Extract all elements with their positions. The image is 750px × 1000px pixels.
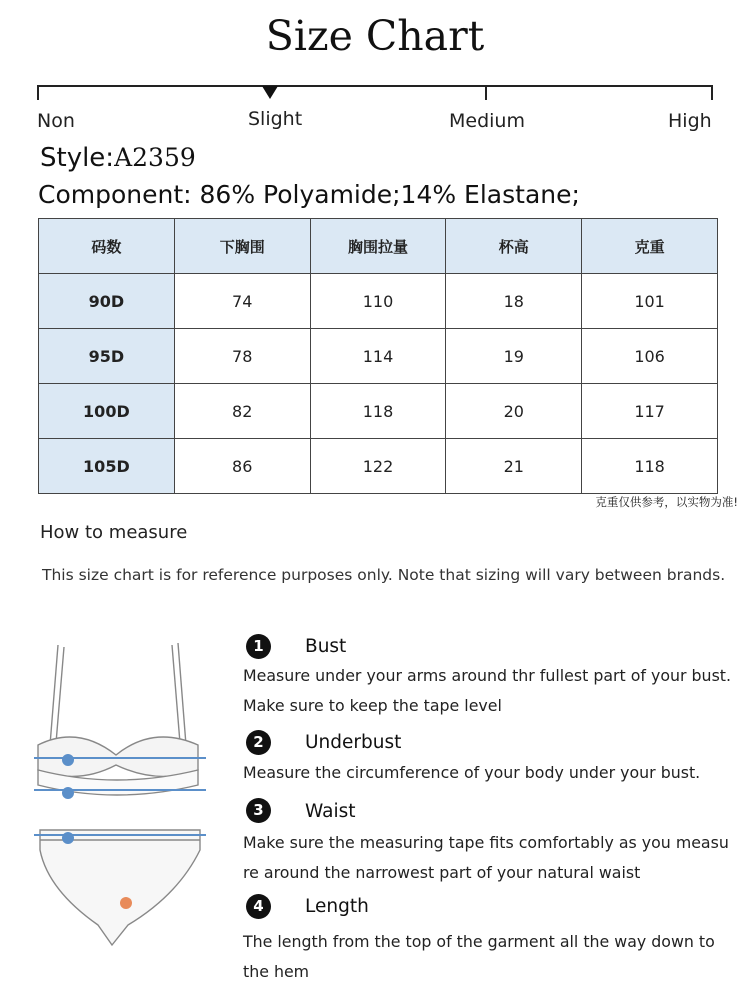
scale-tick xyxy=(711,85,713,100)
step-2-line-1: Measure the circumference of your body under your bust. xyxy=(243,763,701,782)
table-cell: 122 xyxy=(310,439,446,494)
table-cell: 82 xyxy=(174,384,310,439)
component-line: Component: 86% Polyamide;14% Elastane; xyxy=(38,180,580,209)
style-label: Style: xyxy=(40,143,115,173)
step-3-line-2: re around the narrowest part of your natural waist xyxy=(243,863,641,882)
table-cell: 19 xyxy=(446,329,582,384)
table-row xyxy=(39,274,718,329)
step-1-line-1: Measure under your arms around thr fullest part of your bust. xyxy=(243,666,732,685)
table-cell: 20 xyxy=(446,384,582,439)
briefs xyxy=(40,830,200,945)
size-cell: 95D xyxy=(39,329,175,384)
marker-1-icon xyxy=(62,754,74,766)
garment-diagram xyxy=(28,625,218,955)
step-3-line-1: Make sure the measuring tape fits comfortably as you measu xyxy=(243,833,729,852)
table-cell: 117 xyxy=(582,384,718,439)
how-to-measure-description: This size chart is for reference purposes only. Note that sizing will vary between brands. xyxy=(42,566,726,584)
step-1-line-2: Make sure to keep the tape level xyxy=(243,696,502,715)
stretch-scale-line xyxy=(38,85,712,87)
step-4-line-1: The length from the top of the garment all the way down to xyxy=(243,932,715,951)
table-cell: 118 xyxy=(582,439,718,494)
marker-4-icon xyxy=(120,897,132,909)
table-row xyxy=(39,439,718,494)
table-row xyxy=(39,329,718,384)
header-cell: 克重 xyxy=(582,219,718,274)
header-cell: 胸围拉量 xyxy=(310,219,446,274)
table-header-row xyxy=(39,219,718,274)
table-cell: 74 xyxy=(174,274,310,329)
step-2-number-icon: 2 xyxy=(246,730,271,755)
marker-3-icon xyxy=(62,832,74,844)
table-cell: 18 xyxy=(446,274,582,329)
header-cell: 杯高 xyxy=(446,219,582,274)
step-3-number-icon: 3 xyxy=(246,798,271,823)
table-cell: 78 xyxy=(174,329,310,384)
weight-note: 克重仅供参考，以实物为准! xyxy=(595,495,738,509)
scale-label-high: High xyxy=(668,110,712,132)
style-line xyxy=(40,143,196,173)
scale-tick xyxy=(485,85,487,100)
table-cell: 21 xyxy=(446,439,582,494)
step-2-text xyxy=(243,758,738,788)
table-row xyxy=(39,384,718,439)
size-cell: 90D xyxy=(39,274,175,329)
step-1-text xyxy=(243,661,738,721)
size-cell: 100D xyxy=(39,384,175,439)
header-cell: 码数 xyxy=(39,219,175,274)
step-3-title: Waist xyxy=(305,801,356,822)
step-4-title: Length xyxy=(305,896,369,917)
page-title: Size Chart xyxy=(265,12,485,60)
size-cell: 105D xyxy=(39,439,175,494)
step-1-title: Bust xyxy=(305,636,347,657)
step-1-number-icon: 1 xyxy=(246,634,271,659)
step-2-title: Underbust xyxy=(305,732,402,753)
scale-label-slight: Slight xyxy=(248,108,303,130)
table-cell: 86 xyxy=(174,439,310,494)
how-to-measure-heading: How to measure xyxy=(40,522,188,543)
scale-label-medium: Medium xyxy=(449,110,525,132)
size-table xyxy=(38,218,718,494)
step-4-text xyxy=(243,927,738,987)
style-code: A2359 xyxy=(114,143,196,172)
stretch-pointer-icon xyxy=(262,86,278,99)
scale-label-non: Non xyxy=(37,110,75,132)
table-cell: 101 xyxy=(582,274,718,329)
step-4-line-2: the hem xyxy=(243,962,310,981)
marker-2-icon xyxy=(62,787,74,799)
bra-cups xyxy=(38,737,198,776)
scale-tick xyxy=(37,85,39,100)
table-cell: 106 xyxy=(582,329,718,384)
step-3-text xyxy=(243,828,738,888)
table-cell: 110 xyxy=(310,274,446,329)
step-4-number-icon: 4 xyxy=(246,894,271,919)
table-cell: 118 xyxy=(310,384,446,439)
table-cell: 114 xyxy=(310,329,446,384)
header-cell: 下胸围 xyxy=(174,219,310,274)
